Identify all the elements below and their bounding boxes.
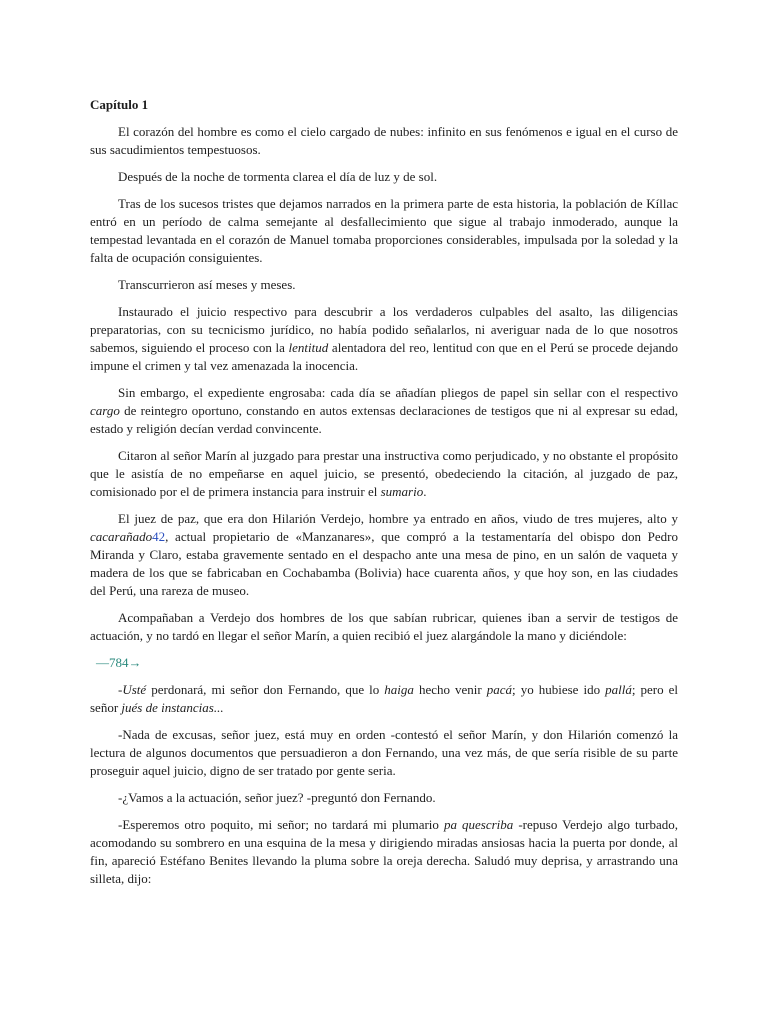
italic-term: pa quescriba [443, 817, 514, 832]
footnote-link[interactable]: 42 [152, 529, 166, 544]
italic-term: cargo [90, 403, 120, 418]
paragraph: El corazón del hombre es como el cielo cargado de nubes: infinito en sus fenómenos e igual en el curso de sus sacudimientos tempestuosos. [90, 124, 678, 157]
paragraph: -¿Vamos a la actuación, señor juez? -preguntó don Fernando. [118, 790, 436, 805]
paragraph [90, 681, 678, 717]
text-run: Instaurado el juicio respectivo para descubrir a los verdaderos culpables del asalto, las diligencias preparatorias, con su tecnicismo jurídico, no había podido señalarlos, ni averiguar nada de lo que nosotros sabemos, siguiendo el proceso con la [90, 304, 678, 355]
text-run: . [423, 484, 427, 499]
paragraph: -Nada de excusas, señor juez, está muy en orden -contestó el señor Marín, y don Hilarión comenzó la lectura de algunos documentos que persuadieron a don Fernando, una vez más, de que sería risible de su parte proseguir aquel juicio, digno de ser tratado por gente seria. [90, 727, 678, 778]
italic-term: haiga [384, 682, 414, 697]
page-number-marker: —784→ [96, 655, 142, 670]
text-run: Sin embargo, el expediente engrosaba: cada día se añadían pliegos de papel sin sellar con el respectivo [118, 385, 678, 400]
italic-term: Usté [122, 682, 147, 697]
paragraph: Tras de los sucesos tristes que dejamos narrados en la primera parte de esta historia, la población de Kíllac entró en un período de calma semejante al desfallecimiento que sigue al trabajo inmoderado, aunque la tempestad levantada en el corazón de Manuel tomaba proporciones considerables, impulsada por la soledad y la falta de ocupación consiguientes. [90, 196, 678, 265]
chapter-title: Capítulo 1 [90, 97, 149, 112]
italic-term: lentitud [288, 340, 329, 355]
text-run: -Esperemos otro poquito, mi señor; no tardará mi plumario [118, 817, 444, 832]
text-run: ; yo hubiese ido [512, 682, 606, 697]
ellipsis: ... [213, 700, 224, 715]
italic-term: pacá [486, 682, 513, 697]
text-run: alentadora del reo, lentitud con que en el Perú se procede dejando impune el crimen y tal vez amenazada la inocencia. [90, 340, 678, 373]
text-run: perdonará, mi señor don Fernando, que lo [146, 682, 385, 697]
text-run: , actual propietario de «Manzanares», que compró a la testamentaría del obispo don Pedro Miranda y Claro, estaba gravemente sentado en el despacho ante una mesa de pino, en un salón de vaqueta y madera de los que se fabricaban en Cochabamba (Bolivia) hace cuarenta años, y que hoy son, en las ciudades del Perú, una rareza de museo. [90, 529, 678, 598]
text-run: El juez de paz, que era don Hilarión Verdejo, hombre ya entrado en años, viudo de tres mujeres, alto y [118, 511, 678, 526]
paragraph [90, 447, 678, 501]
paragraph [90, 816, 678, 888]
text-run: - [118, 682, 123, 697]
paragraph: Acompañaban a Verdejo dos hombres de los que sabían rubricar, quienes iban a servir de testigos de actuación, y no tardó en llegar el señor Marín, a quien recibió el juez alargándole la mano y diciéndole: [90, 610, 678, 643]
text-run: hecho venir [413, 682, 487, 697]
text-run: ; pero el señor [90, 682, 678, 715]
text-run: Citaron al señor Marín al juzgado para prestar una instructiva como perjudicado, y no obstante el propósito que le asistía de no empeñarse en aquel juicio, se presentó, obedeciendo la citación, al juzgado de paz, comisionado por el de primera instancia para instruir el [90, 448, 678, 499]
italic-term: jués de instancias [121, 700, 214, 715]
paragraph [90, 510, 678, 600]
paragraph [90, 303, 678, 375]
paragraph [90, 384, 678, 438]
text-run: de reintegro oportuno, constando en autos extensas declaraciones de testigos que ni al expresar su edad, estado y religión decían verdad convincente. [90, 403, 678, 436]
text-run: -repuso Verdejo algo turbado, acomodando su sombrero en una esquina de la mesa y dirigiendo miradas ansiosas hacia la puerta por donde, al fin, apareció Estéfano Benites llevando la pluma sobre la oreja derecha. Saludó muy deprisa, y arrastrando una silleta, dijo: [90, 817, 678, 886]
italic-term: sumario [380, 484, 424, 499]
italic-term: cacarañado [90, 529, 153, 544]
italic-term: pallá [605, 682, 632, 697]
paragraph: Después de la noche de tormenta clarea el día de luz y de sol. [118, 169, 438, 184]
paragraph: Transcurrieron así meses y meses. [118, 277, 296, 292]
